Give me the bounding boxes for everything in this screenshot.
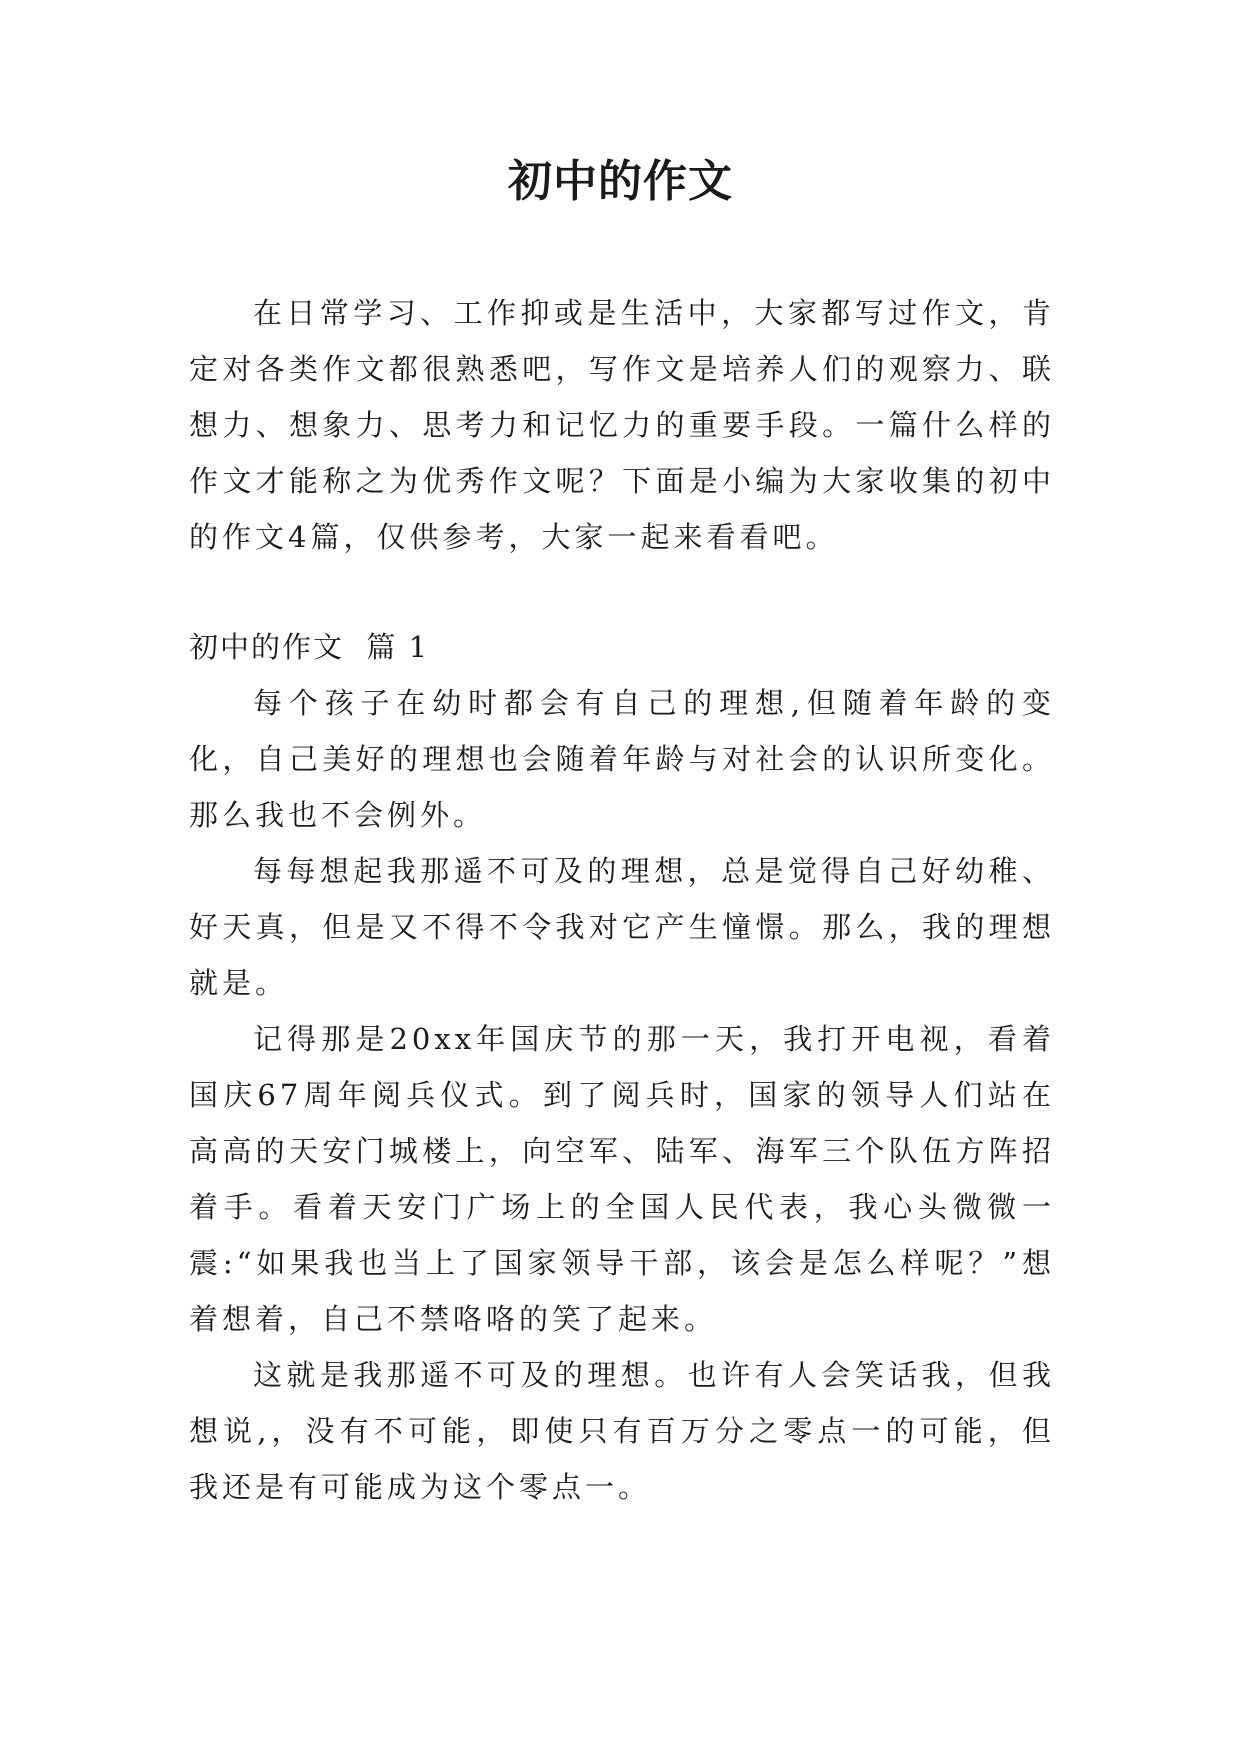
document-title: 初中的作文 [508, 156, 733, 207]
body-paragraph: 这就是我那遥不可及的理想。也许有人会笑话我，但我想说,，没有不可能，即使只有百万分之零点一的可能，但我还是有可能成为这个零点一。 [189, 1358, 1055, 1504]
intro-paragraph: 在日常学习、工作抑或是生活中，大家都写过作文，肯定对各类作文都很熟悉吧，写作文是培养人们的观察力、联想力、想象力、思考力和记忆力的重要手段。一篇什么样的作文才能称之为优秀作文呢？下面是小编为大家收集的初中的作文4篇，仅供参考，大家一起来看看吧。 [189, 296, 1055, 554]
body-paragraph: 每个孩子在幼时都会有自己的理想,但随着年龄的变化，自己美好的理想也会随着年龄与对社会的认识所变化。那么我也不会例外。 [189, 686, 1055, 832]
body-paragraph: 记得那是20xx年国庆节的那一天，我打开电视，看着国庆67周年阅兵仪式。到了阅兵时，国家的领导人们站在高高的天安门城楼上，向空军、陆军、海军三个队伍方阵招着手。看着天安门广场上的全国人民代表，我心头微微一震:“如果我也当上了国家领导干部，该会是怎么样呢？”想着想着，自己不禁咯咯的笑了起来。 [189, 1022, 1055, 1336]
body-paragraph: 每每想起我那遥不可及的理想，总是觉得自己好幼稚、好天真，但是又不得不令我对它产生憧憬。那么，我的理想就是。 [189, 854, 1055, 1000]
document-body [189, 285, 1055, 1515]
section-heading: 初中的作文 篇 1 [189, 630, 430, 664]
